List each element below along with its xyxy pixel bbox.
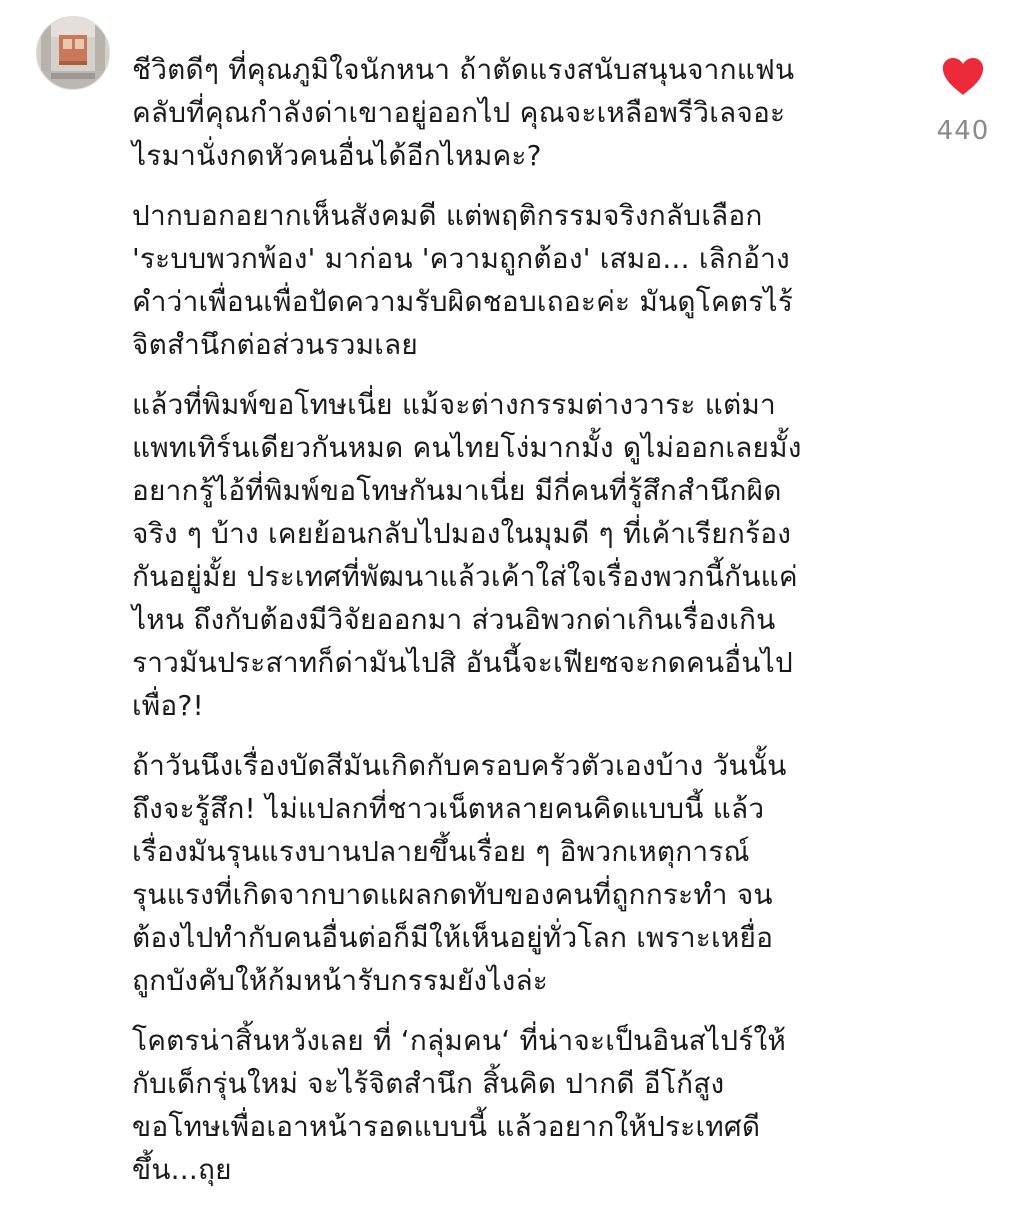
- heart-icon[interactable]: [942, 58, 984, 96]
- like-control: [928, 58, 998, 146]
- comment-paragraph: ชีวิตดีๆ ที่คุณภูมิใจนักหนา ถ้าตัดแรงสนับสนุนจากแฟน คลับที่คุณกำลังด่าเขาอยู่ออกไป คุณจะเหลือพรีวิเลจอะ ไรมานั่งกดหัวคนอื่นได้อีกไหมคะ?: [132, 53, 795, 172]
- comment-body: [132, 48, 922, 1208]
- avatar-image: [37, 17, 109, 89]
- user-avatar[interactable]: [36, 16, 110, 90]
- comment-paragraph: แล้วที่พิมพ์ขอโทษเนี่ย แม้จะต่างกรรมต่างวาระ แต่มา แพทเทิร์นเดียวกันหมด คนไทยโง่มากมั้ง ดูไม่ออกเลยมั้ง อยากรู้ไอ้ที่พิมพ์ขอโทษกันมาเนี่ย มีกี่คนที่รู้สึกสำนึกผิด จริง ๆ บ้าง เคยย้อนกลับไปมองในมุมดี ๆ ที่เค้าเรียกร้อง กันอยู่มั้ย ประเทศที่พัฒนาแล้วเค้าใส่ใจเรื่องพวกนี้กันแค่ ไหน ถึงกับต้องมีวิจัยออกมา ส่วนอิพวกด่าเกินเรื่องเกิน ราวมันประสาทก็ด่ามันไปสิ อันนี้จะเฟียซจะกดคนอื่นไป เพื่อ?!: [132, 388, 802, 722]
- like-count: 440: [936, 116, 990, 146]
- comment-paragraph: โคตรน่าสิ้นหวังเลย ที่ ‘กลุ่มคน‘ ที่น่าจะเป็นอินสไปร์ให้ กับเด็กรุ่นใหม่ จะไร้จิตสำนึก สิ้นคิด ปากดี อีโก้สูง ขอโทษเพื่อเอาหน้ารอดแบบนี้ แล้วอยากให้ประเทศดี ขึ้น...ถุย: [132, 1024, 786, 1186]
- comment-paragraph: ถ้าวันนึงเรื่องบัดสีมันเกิดกับครอบครัวตัวเองบ้าง วันนั้น ถึงจะรู้สึก! ไม่แปลกที่ชาวเน็ตหลายคนคิดแบบนี้ แล้ว เรื่องมันรุนแรงบานปลายขึ้นเรื่อย ๆ อิพวกเหตุการณ์ รุนแรงที่เกิดจากบาดแผลกดทับของคนที่ถูกกระทำ จน ต้องไปทำกับคนอื่นต่อก็มีให้เห็นอยู่ทั่วโลก เพราะเหยื่อ ถูกบังคับให้ก้มหน้ารับกรรมยังไงล่ะ: [132, 749, 787, 997]
- comment-paragraph: ปากบอกอยากเห็นสังคมดี แต่พฤติกรรมจริงกลับเลือก 'ระบบพวกพ้อง' มาก่อน 'ความถูกต้อง' เสมอ... เลิกอ้าง คำว่าเพื่อนเพื่อปัดความรับผิดชอบเถอะค่ะ มันดูโคตรไร้ จิตสำนึกต่อส่วนรวมเลย: [132, 199, 794, 361]
